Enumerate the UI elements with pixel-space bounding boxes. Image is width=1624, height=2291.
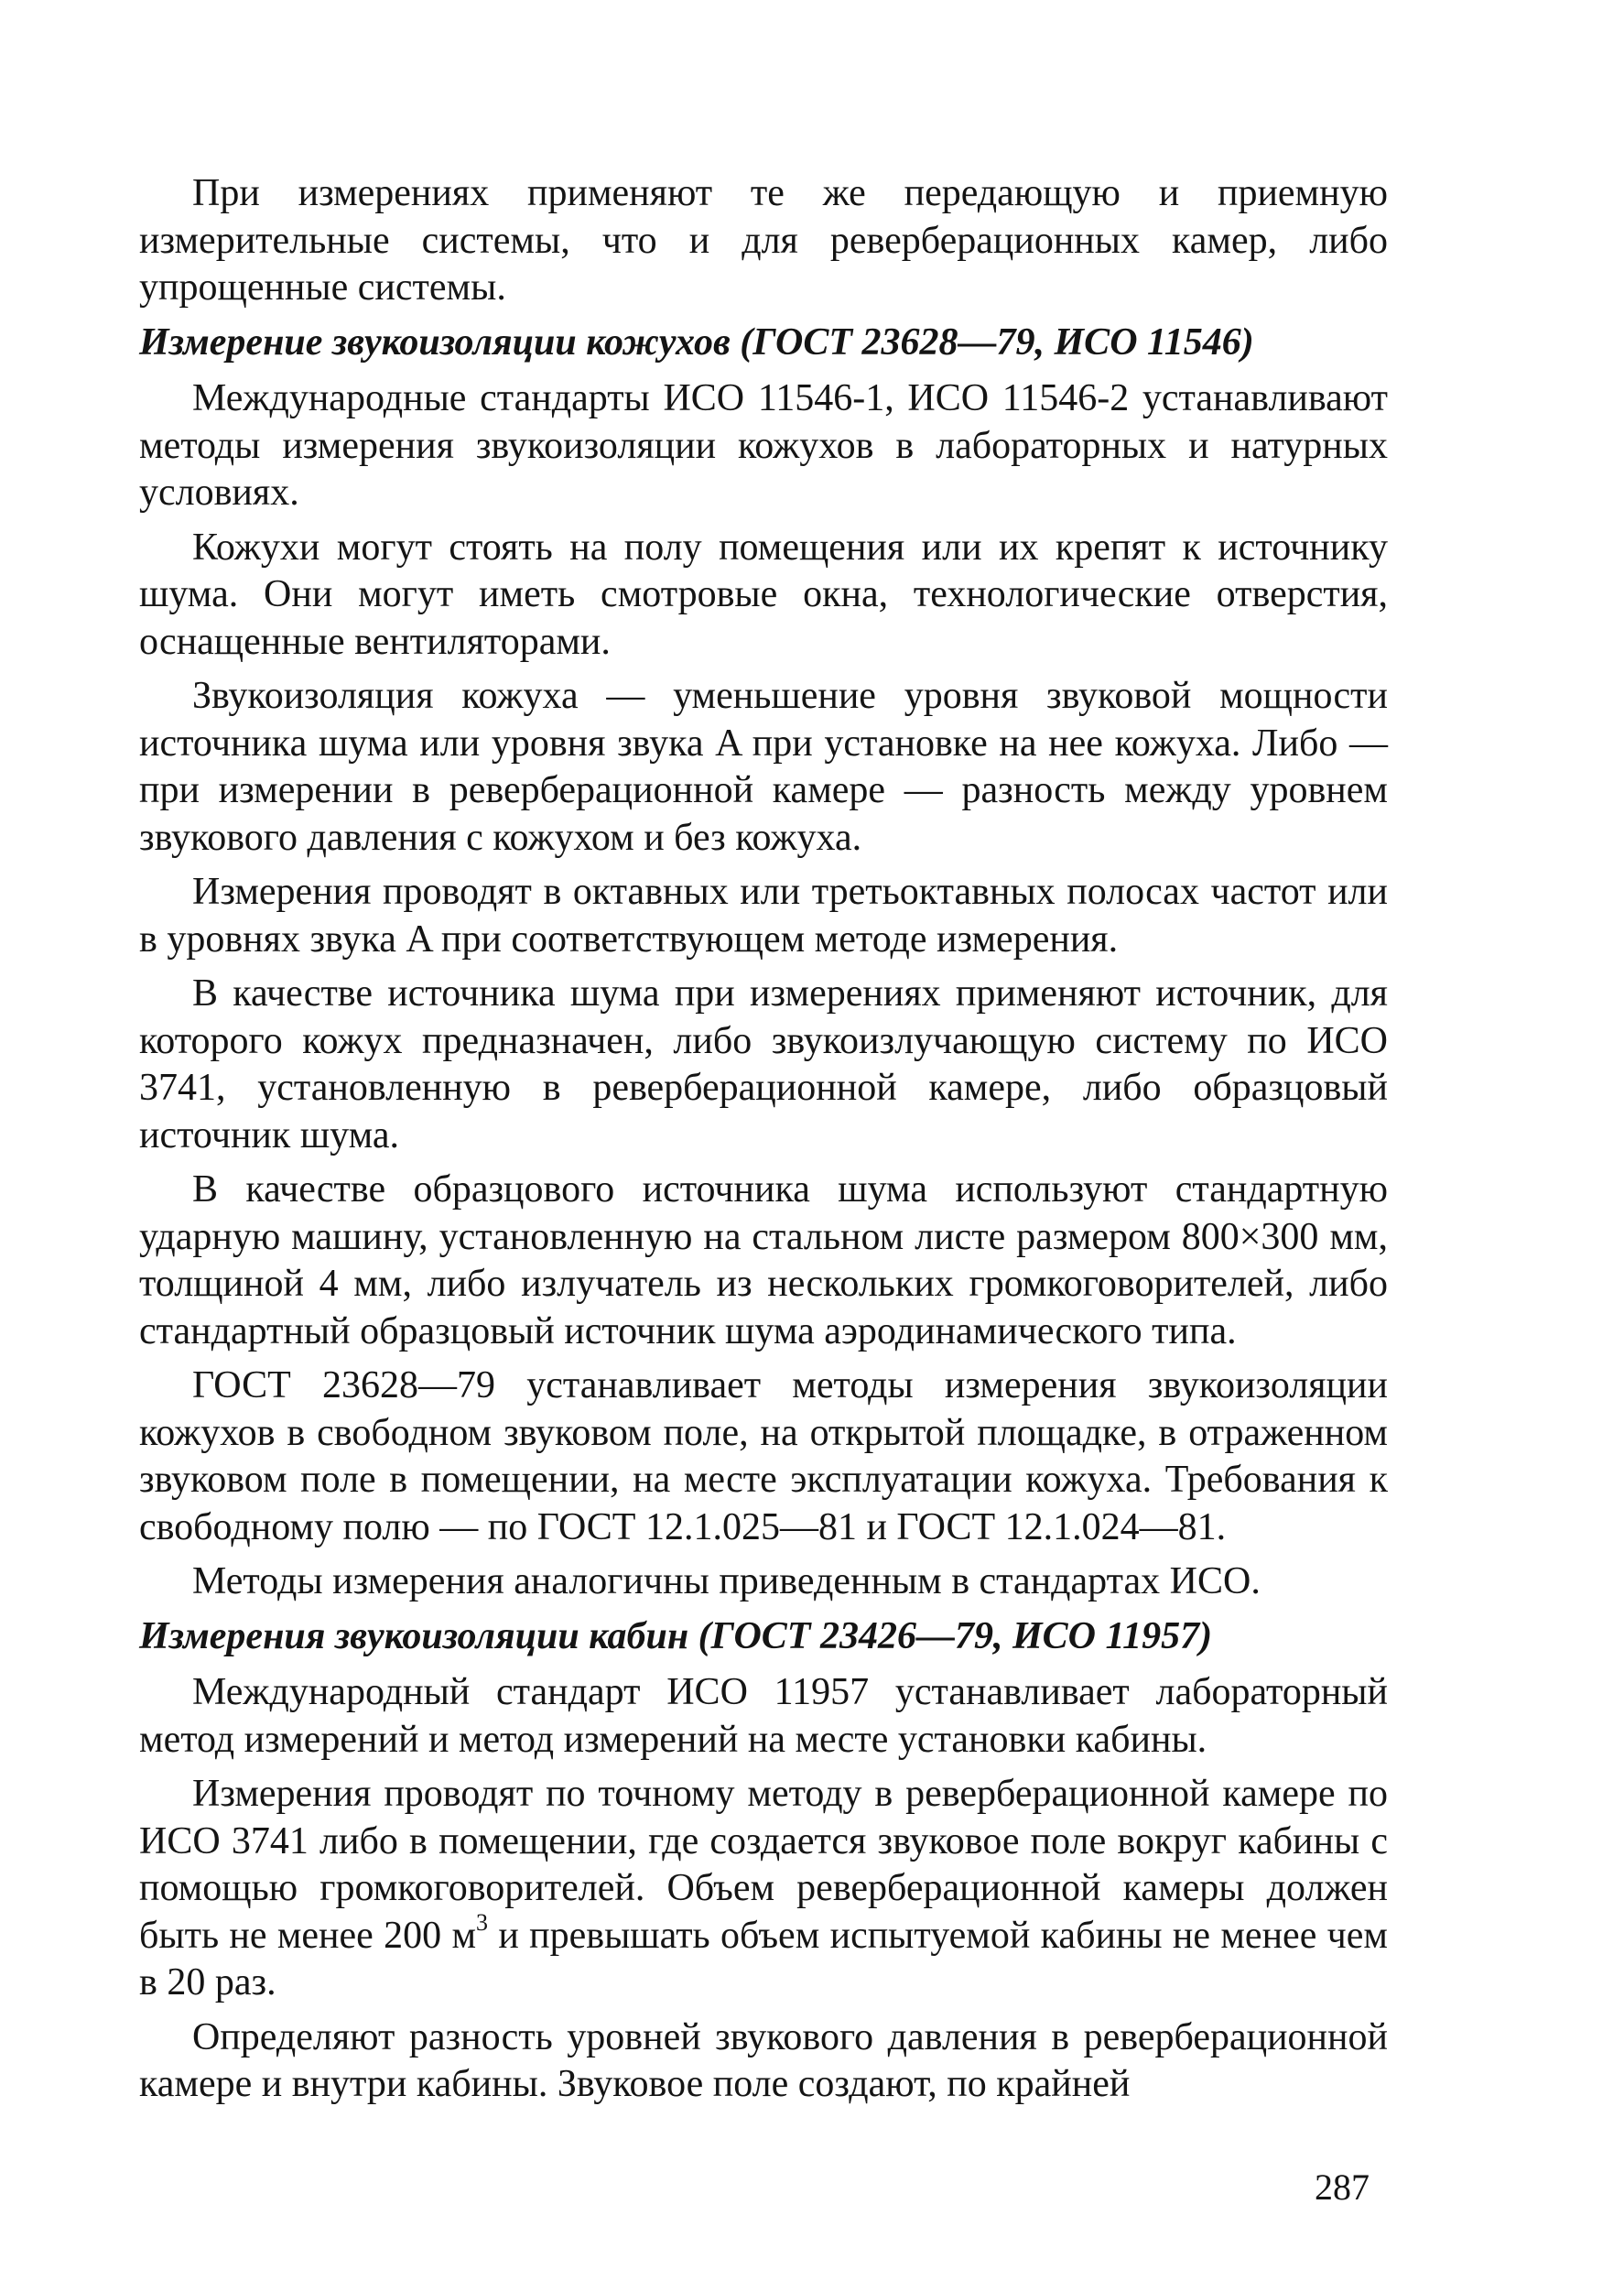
paragraph-iso-11546: Международные стандарты ИСО 11546-1, ИСО 11546-2 устанавливают методы измерения звукоизоляции кожухов в лабораторных и натурных условиях. (139, 377, 1388, 514)
paragraph-noise-source: В качестве источника шума при измерениях применяют источник, для которого кожух предназначен, либо звукоизлучающую систему по ИСО 3741, установленную в реверберационной камере, либо образцовый источник шума. (139, 972, 1388, 1156)
paragraph-reference-source: В качестве образцового источника шума используют стандартную ударную машину, установленную на стальном листе размером 800×300 мм, толщиной 4 мм, либо излучатель из нескольких громкоговорителей, либо стандартный образцовый источник шума аэродинамического типа. (139, 1168, 1388, 1352)
page-number: 287 (1315, 2166, 1370, 2208)
page-body (139, 170, 1388, 2116)
paragraph-gost-23628: ГОСТ 23628—79 устанавливает методы измерения звукоизоляции кожухов в свободном звуковом поле, на открытой площадке, в отраженном звуковом поле в помещении, на месте эксплуатации кожуха. Требования к свободному полю — по ГОСТ 12.1.025—81 и ГОСТ 12.1.024—81. (139, 1364, 1388, 1548)
section-heading-casings: Измерение звукоизоляции кожухов (ГОСТ 23628—79, ИСО 11546) (139, 320, 1254, 364)
paragraph-iso-methods: Методы измерения аналогичны приведенным в стандартах ИСО. (192, 1560, 1261, 1602)
cubic-superscript: 3 (476, 1908, 489, 1936)
paragraph-casing-definition: Звукоизоляция кожуха — уменьшение уровня звуковой мощности источника шума или уровня звука A при установке на нее кожуха. Либо — при измерении в реверберационной камере — разность между уровнем звукового давления с кожухом и без кожуха. (139, 675, 1388, 859)
paragraph-frequency-bands: Измерения проводят в октавных или третьоктавных полосах частот или в уровнях звука A при соответствующем методе измерения. (139, 871, 1388, 961)
section-heading-cabins: Измерения звукоизоляции кабин (ГОСТ 23426—79, ИСО 11957) (139, 1614, 1213, 1657)
paragraph-level-difference: Определяют разность уровней звукового давления в реверберационной камере и внутри кабины. Звуковое поле создают, по крайней (139, 2015, 1388, 2105)
cabin-measurement-text-end: и превышать объем испытуемой кабины не менее чем в 20 раз. (139, 1914, 1388, 2003)
paragraph-cabin-measurement (139, 1771, 1388, 2007)
paragraph-intro: При измерениях применяют те же передающую и приемную измерительные системы, что и для реверберационных камер, либо упрощенные системы. (139, 172, 1388, 309)
paragraph-casing-mounting: Кожухи могут стоять на полу помещения или их крепят к источнику шума. Они могут иметь смотровые окна, технологические отверстия, оснащенные вентиляторами. (139, 526, 1388, 663)
cabin-measurement-text: Измерения проводят по точному методу в реверберационной камере по ИСО 3741 либо в помещении, где создается звуковое поле вокруг кабины с помощью громкоговорителей. Объем реверберационной камеры должен быть не менее 200 м (139, 1773, 1388, 1957)
paragraph-iso-11957: Международный стандарт ИСО 11957 устанавливает лабораторный метод измерений и метод измерений на месте установки кабины. (139, 1671, 1388, 1761)
